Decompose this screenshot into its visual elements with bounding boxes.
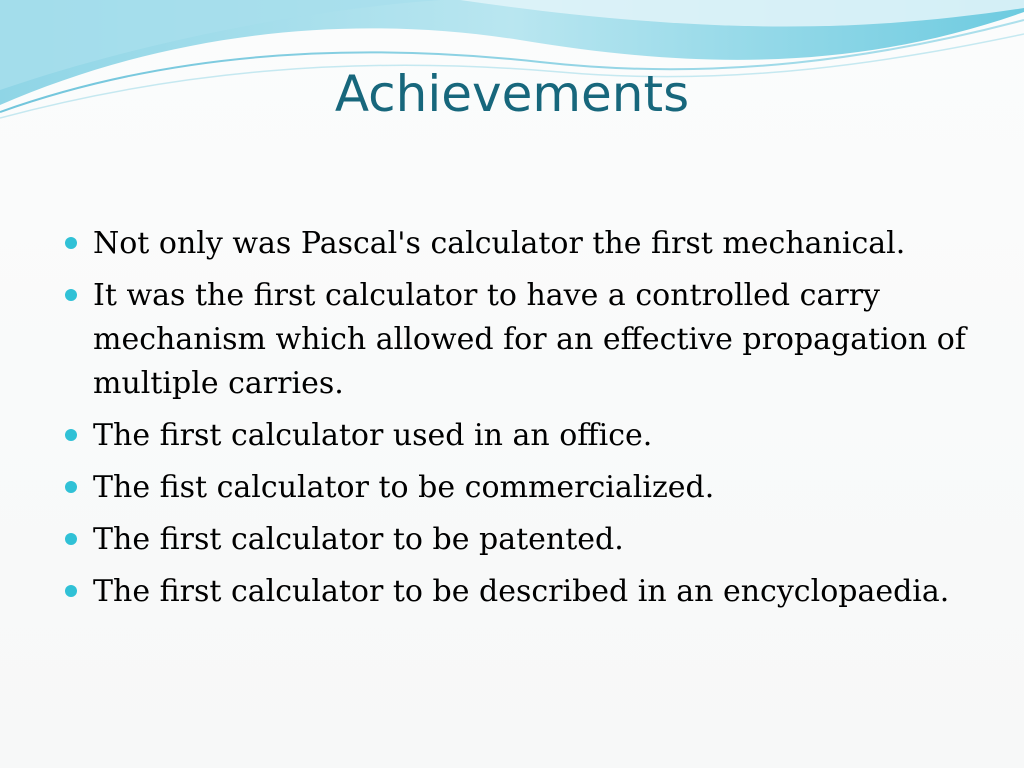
bullet-item [62,222,972,266]
bullet-list [62,222,972,622]
bullet-text: Not only was Pascal's calculator the first mechanical. [93,226,906,261]
bullet-item [62,466,972,510]
bullet-text: The first calculator to be described in an encyclopaedia. [93,574,950,609]
bullet-dot-icon [65,533,77,545]
bullet-dot-icon [65,237,77,249]
bullet-dot-icon [65,481,77,493]
bullet-dot-icon [65,289,77,301]
bullet-item [62,414,972,458]
bullet-text: It was the first calculator to have a controlled carry mechanism which allowed for an effective propagation of multiple carries. [93,278,966,401]
slide-title: Achievements [334,65,690,123]
bullet-item [62,274,972,406]
bullet-text: The fist calculator to be commercialized. [93,470,715,505]
bullet-text: The first calculator used in an office. [93,418,653,453]
bullet-text: The first calculator to be patented. [93,522,624,557]
bullet-item [62,518,972,562]
bullet-item [62,570,972,614]
bullet-dot-icon [65,585,77,597]
bullet-dot-icon [65,429,77,441]
